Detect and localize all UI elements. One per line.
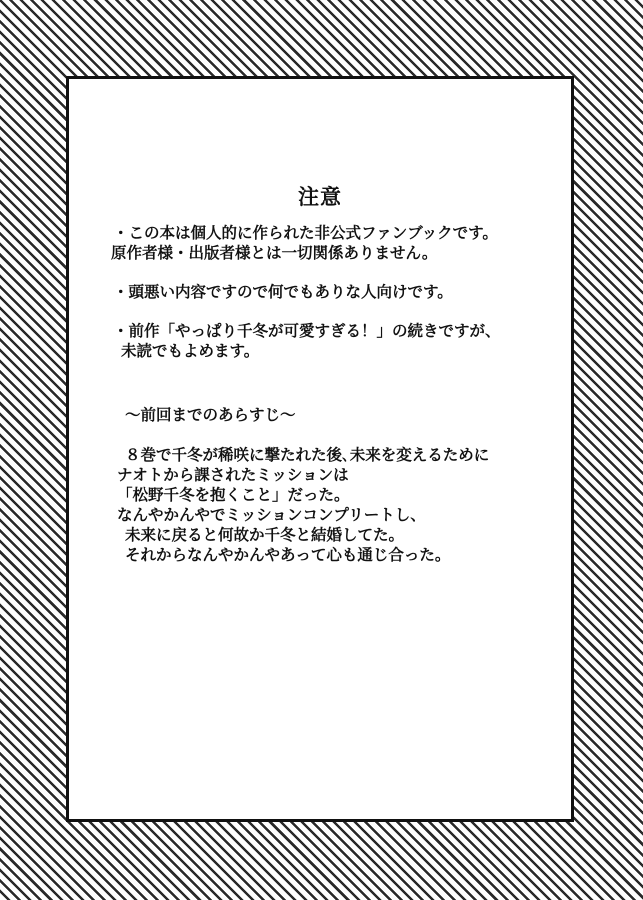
synopsis-line: ８巻で千冬が稀咲に撃たれた後､未来を変えるために xyxy=(125,446,490,464)
notice-item-2-line-1: ・頭悪い内容ですので何でもありな人向けです。 xyxy=(113,283,453,301)
synopsis-heading: 〜前回までのあらすじ〜 xyxy=(125,406,296,424)
synopsis-line: なんやかんやでミッションコンプリートし、 xyxy=(117,506,426,524)
notice-title: 注意 xyxy=(298,185,342,209)
notice-item-3-line-2: 未読でもよめます。 xyxy=(121,342,260,360)
synopsis-line: 「松野千冬を抱くこと」だった。 xyxy=(117,486,350,504)
notice-panel xyxy=(66,76,574,822)
notice-item-1-line-2: 原作者様・出版者様とは一切関係ありません。 xyxy=(111,244,438,262)
synopsis-line: 未来に戻ると何故か千冬と結婚してた。 xyxy=(125,526,405,544)
notice-item-3-line-1: ・前作「やっぱり千冬が可愛すぎる！」の続きですが、 xyxy=(113,322,501,340)
synopsis-line: ナオトから課されたミッションは xyxy=(117,466,349,484)
notice-item-1-line-1: ・この本は個人的に作られた非公式ファンブックです。 xyxy=(113,224,498,242)
synopsis-line: それからなんやかんやあって心も通じ合った。 xyxy=(125,546,451,564)
